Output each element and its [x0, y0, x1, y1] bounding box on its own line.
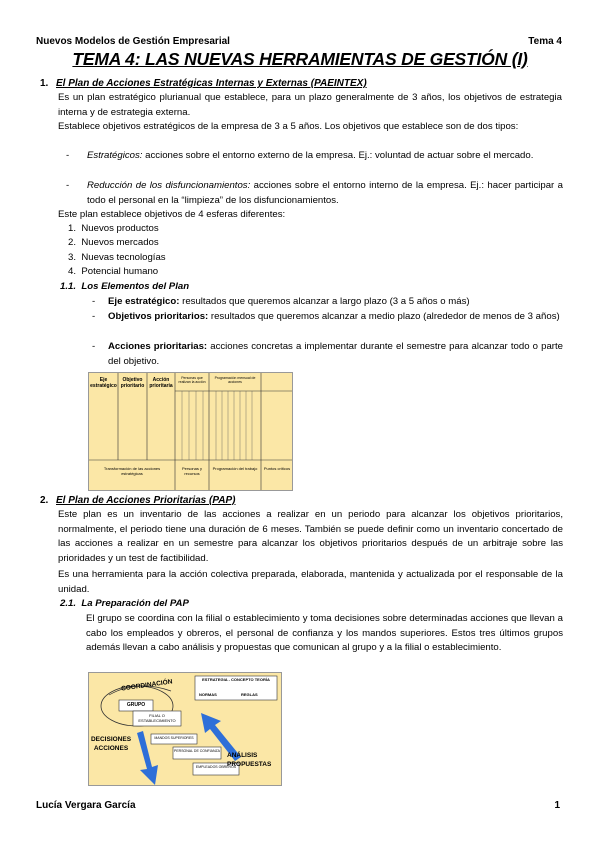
coordinacion-label: COORDINACIÓN	[120, 678, 173, 693]
s2-paragraph-2: Es una herramienta para la acción colectiva preparada, elaborada, mantenida y actualizada por el responsable de la unidad.	[58, 569, 563, 595]
page-header	[36, 36, 562, 47]
col-personas: Personas que realizan la acción	[178, 376, 206, 384]
analisis-label: ANÁLISIS PROPUESTAS	[227, 752, 272, 768]
col-accion: Acción prioritaria	[149, 377, 173, 389]
bullet-dash: -	[92, 341, 96, 352]
bullet-term: Eje estratégico:	[108, 296, 180, 307]
bullet-dash: -	[66, 180, 70, 191]
estrategia-label: ESTRATEGIA - CONCEPTO TEORÍA	[202, 677, 270, 682]
bullet-term: Acciones prioritarias:	[108, 341, 208, 352]
bottom-transformacion: Transformación de las acciones estratégicas	[103, 466, 161, 476]
list-item-text: Potencial humano	[81, 266, 159, 277]
bullet-term: Reducción de los disfuncionamientos:	[87, 180, 251, 191]
page-footer	[36, 800, 560, 811]
normas-label: NORMAS	[199, 692, 217, 697]
subsection-number: 2.1.	[60, 598, 77, 609]
bullet-text: resultados que queremos alcanzar a largo plazo (3 a 5 años o más)	[179, 296, 470, 307]
s1-paragraph-3: Este plan establece objetivos de 4 esferas diferentes:	[58, 209, 286, 220]
subsection-number: 1.1.	[60, 281, 77, 292]
bottom-personas: Personas y recursos	[181, 466, 202, 476]
list-item: 1. Nuevos productos	[68, 223, 159, 234]
subsection-1-1-heading	[60, 281, 189, 292]
subsection-2-1-heading	[60, 598, 189, 609]
section-2-heading	[40, 495, 236, 506]
col-programacion: Programación mensual de acciones	[214, 376, 256, 384]
decisiones-label: DECISIONES ACCIONES	[90, 736, 132, 752]
confianza-label: PERSONAL DE CONFIANZA	[174, 749, 220, 753]
list-item: 4. Potencial humano	[68, 266, 159, 277]
s1-paragraph-2: Establece objetivos estratégicos de la empresa de 3 a 5 años. Los objetivos que establece son de dos tipos:	[58, 121, 519, 132]
bullet-text: acciones sobre el entorno interno de la empresa. Ej.: hacer participar a todo el personal en la “limpieza” de los disfuncionamientos.	[87, 180, 563, 206]
footer-author: Lucía Vergara García	[36, 800, 136, 811]
section-1-heading	[40, 78, 367, 89]
s1-bullet-estrategicos	[87, 149, 563, 164]
element-acciones	[108, 340, 563, 369]
section-2-title: El Plan de Acciones Prioritarias (PAP)	[56, 495, 236, 506]
s2-subsection-paragraph: El grupo se coordina con la filial o establecimiento y toma decisiones sobre determinadas acciones que llevan a cabo los empleados y obreros, el personal de confianza y los mandos superiores. Estos tres últimos grupos además llevan a cabo análisis y propuestas que comunican al grupo y a la filial o establecimiento.	[86, 613, 563, 653]
list-item: 2. Nuevos mercados	[68, 237, 159, 248]
grupo-label: GRUPO	[126, 702, 146, 708]
section-1-title: El Plan de Acciones Estratégicas Internas y Externas (PAEINTEX)	[56, 78, 367, 89]
bullet-term: Objetivos prioritarios:	[108, 311, 209, 322]
list-item: 3. Nuevas tecnologías	[68, 252, 166, 263]
subsection-title: La Preparación del PAP	[81, 598, 189, 609]
section-2-number: 2.	[40, 495, 49, 506]
s1-paragraph-1: Es un plan estratégico plurianual que establece, para un plazo generalmente de 3 años, los objetivos de estrategia interna y de estrategia externa.	[58, 92, 562, 118]
element-objetivos	[108, 310, 563, 325]
coordination-diagram	[88, 672, 282, 786]
header-left: Nuevos Modelos de Gestión Empresarial	[36, 36, 230, 47]
plan-table-figure	[88, 372, 293, 491]
bullet-text: acciones concretas a implementar durante el semestre para alcanzar todo o parte del objetivo.	[108, 341, 564, 367]
bottom-puntos: Puntos críticos	[263, 466, 291, 471]
page-number: 1	[554, 800, 560, 811]
s2-paragraph-1: Este plan es un inventario de las acciones a realizar en un periodo para alcanzar los objetivos prioritarios, normalmente, el periodo tiene una duración de 6 meses. También se puede definir como un inventario concertado de las acciones a realizar en un semestre para alcanzar los objetivos prioritarios después de un arbitraje sobre las prioridades y un test de factibilidad.	[58, 509, 563, 564]
col-eje: Eje estratégico	[90, 377, 117, 389]
list-item-text: Nuevas tecnologías	[81, 252, 166, 263]
bullet-text: acciones sobre el entorno externo de la empresa. Ej.: voluntad de actuar sobre el mercado.	[142, 150, 534, 161]
bullet-text: resultados que queremos alcanzar a medio plazo (alrededor de menos de 3 años)	[208, 311, 560, 322]
section-1-number: 1.	[40, 78, 49, 89]
empleados-label: EMPLEADOS OBREROS	[195, 765, 237, 769]
mandos-label: MANDOS SUPERIORES	[154, 736, 194, 740]
subsection-title: Los Elementos del Plan	[81, 281, 190, 292]
list-item-text: Nuevos mercados	[81, 237, 159, 248]
header-right: Tema 4	[528, 36, 562, 47]
bullet-dash: -	[66, 150, 70, 161]
bullet-term: Estratégicos:	[87, 150, 143, 161]
element-eje	[108, 295, 563, 310]
bottom-programacion: Programación del trabajo	[212, 466, 258, 471]
filial-label: FILIAL O ESTABLECIMIENTO	[138, 713, 176, 723]
bullet-dash: -	[92, 296, 96, 307]
s1-bullet-reduccion	[87, 179, 563, 208]
col-objetivo: Objetivo prioritario	[120, 377, 145, 389]
page-title: TEMA 4: LAS NUEVAS HERRAMIENTAS DE GESTIÓN (I)	[72, 49, 528, 69]
bullet-dash: -	[92, 311, 96, 322]
reglas-label: REGLAS	[241, 692, 258, 697]
list-item-text: Nuevos productos	[81, 223, 159, 234]
